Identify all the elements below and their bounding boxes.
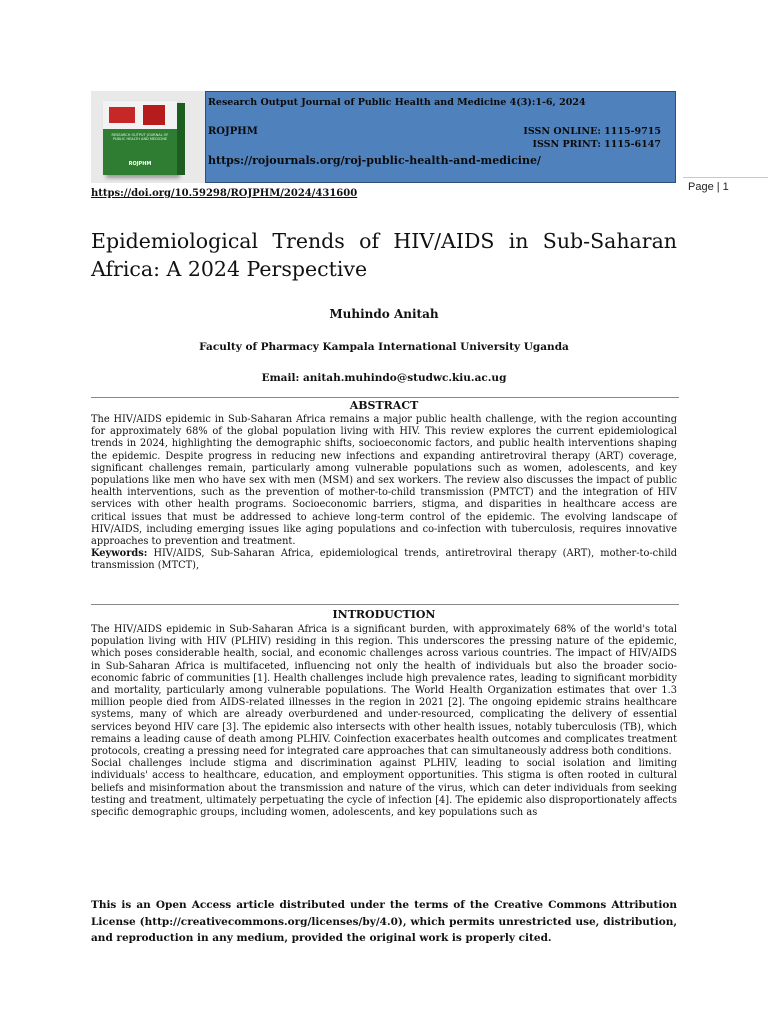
introduction-paragraph-2: Social challenges include stigma and discrimination against PLHIV, leading to social isolation and limiting individuals' access to healthcare, education, and employment opportunities. This stigma is often rooted in cultural beliefs and misinformation about the transmission and nature of the virus, which can deter individuals from seeking testing and treatment, ultimately perpetuating the cycle of infection [4]. The epidemic also disproportionately affects specific demographic groups, including women, adolescents, and key populations such as	[91, 758, 677, 819]
introduction-top-rule	[91, 604, 679, 605]
journal-url-link[interactable]: https://rojournals.org/roj-public-health-and-medicine/	[208, 154, 541, 167]
introduction-heading: INTRODUCTION	[332, 608, 436, 621]
cover-title: RESEARCH OUTPUT JOURNAL OF PUBLIC HEALTH AND MEDICINE	[111, 133, 169, 141]
journal-citation: Research Output Journal of Public Health and Medicine 4(3):1-6, 2024	[208, 97, 586, 108]
license-notice: This is an Open Access article distributed under the terms of the Creative Commons Attribution License (http://creativecommons.org/licenses/by/4.0), which permits unrestricted use, distribution, and reproduction in any medium, provided the original work is properly cited.	[91, 899, 677, 944]
introduction-text	[91, 624, 677, 819]
book-spine	[177, 103, 185, 175]
issn-print: ISSN PRINT: 1115-6147	[532, 139, 661, 150]
page-divider	[683, 177, 768, 178]
keywords-list: HIV/AIDS, Sub-Saharan Africa, epidemiological trends, antiretroviral therapy (ART), mother-to-child transmission (MTCT),	[91, 548, 677, 572]
author-name: Muhindo Anitah	[329, 307, 439, 321]
journal-banner	[205, 91, 676, 183]
abstract-heading: ABSTRACT	[349, 399, 419, 412]
introduction-paragraph-1: The HIV/AIDS epidemic in Sub-Saharan Africa is a significant burden, with approximately 68% of the world's total population living with HIV (PLHIV) residing in this region. This underscores the pressing nature of the epidemic, which poses considerable health, social, and economic challenges across various countries. The impact of HIV/AIDS in Sub-Saharan Africa is multifaceted, influencing not only the health of individuals but also the broader socio-economic fabric of communities [1]. Health challenges include high prevalence rates, leading to significant morbidity and mortality, particularly among vulnerable populations. The World Health Organization estimates that over 1.3 million people died from AIDS-related illnesses in the region in 2021 [2]. The ongoing epidemic strains healthcare systems, many of which are already overburdened and under-resourced, complicating the delivery of essential services beyond HIV care [3]. The epidemic also intersects with other health issues, notably tuberculosis (TB), which remains a leading cause of death among PLHIV. Coinfection exacerbates health outcomes and complicates treatment protocols, creating a pressing need for integrated care approaches that can simultaneously address both conditions.	[91, 624, 677, 758]
book-cover-icon	[103, 101, 177, 175]
issn-online: ISSN ONLINE: 1115-9715	[523, 126, 661, 137]
abstract-text	[91, 414, 677, 573]
cover-brand: ROJPHM	[128, 161, 152, 167]
doi-link[interactable]: https://doi.org/10.59298/ROJPHM/2024/431600	[91, 188, 358, 199]
abstract-body: The HIV/AIDS epidemic in Sub-Saharan Africa remains a major public health challenge, with the region accounting for approximately 68% of the global population living with HIV. This review explores the current epidemiological trends in 2024, highlighting the demographic shifts, socioeconomic factors, and public health interventions shaping the epidemic. Despite progress in reducing new infections and expanding antiretroviral therapy (ART) coverage, significant challenges remain, particularly among vulnerable populations such as women, adolescents, and key populations like men who have sex with men (MSM) and sex workers. The review also discusses the impact of public health interventions, such as the prevention of mother-to-child transmission (PMTCT) and the integration of HIV services with other health programs. Socioeconomic barriers, stigma, and disparities in healthcare access are critical issues that must be addressed to achieve long-term control of the epidemic. The evolving landscape of HIV/AIDS, including emerging issues like aging populations and co-infection with tuberculosis, requires innovative approaches to prevention and treatment.	[91, 414, 677, 548]
author-affiliation: Faculty of Pharmacy Kampala International University Uganda	[199, 341, 569, 353]
abstract-top-rule	[91, 397, 679, 398]
article-title: Epidemiological Trends of HIV/AIDS in Sub-Saharan Africa: A 2024 Perspective	[91, 229, 677, 281]
journal-abbreviation: ROJPHM	[208, 126, 258, 137]
journal-cover-image	[91, 91, 205, 183]
keywords-label: Keywords:	[91, 548, 148, 560]
author-email[interactable]: Email: anitah.muhindo@studwc.kiu.ac.ug	[261, 372, 507, 384]
page-number: Page | 1	[688, 181, 729, 193]
